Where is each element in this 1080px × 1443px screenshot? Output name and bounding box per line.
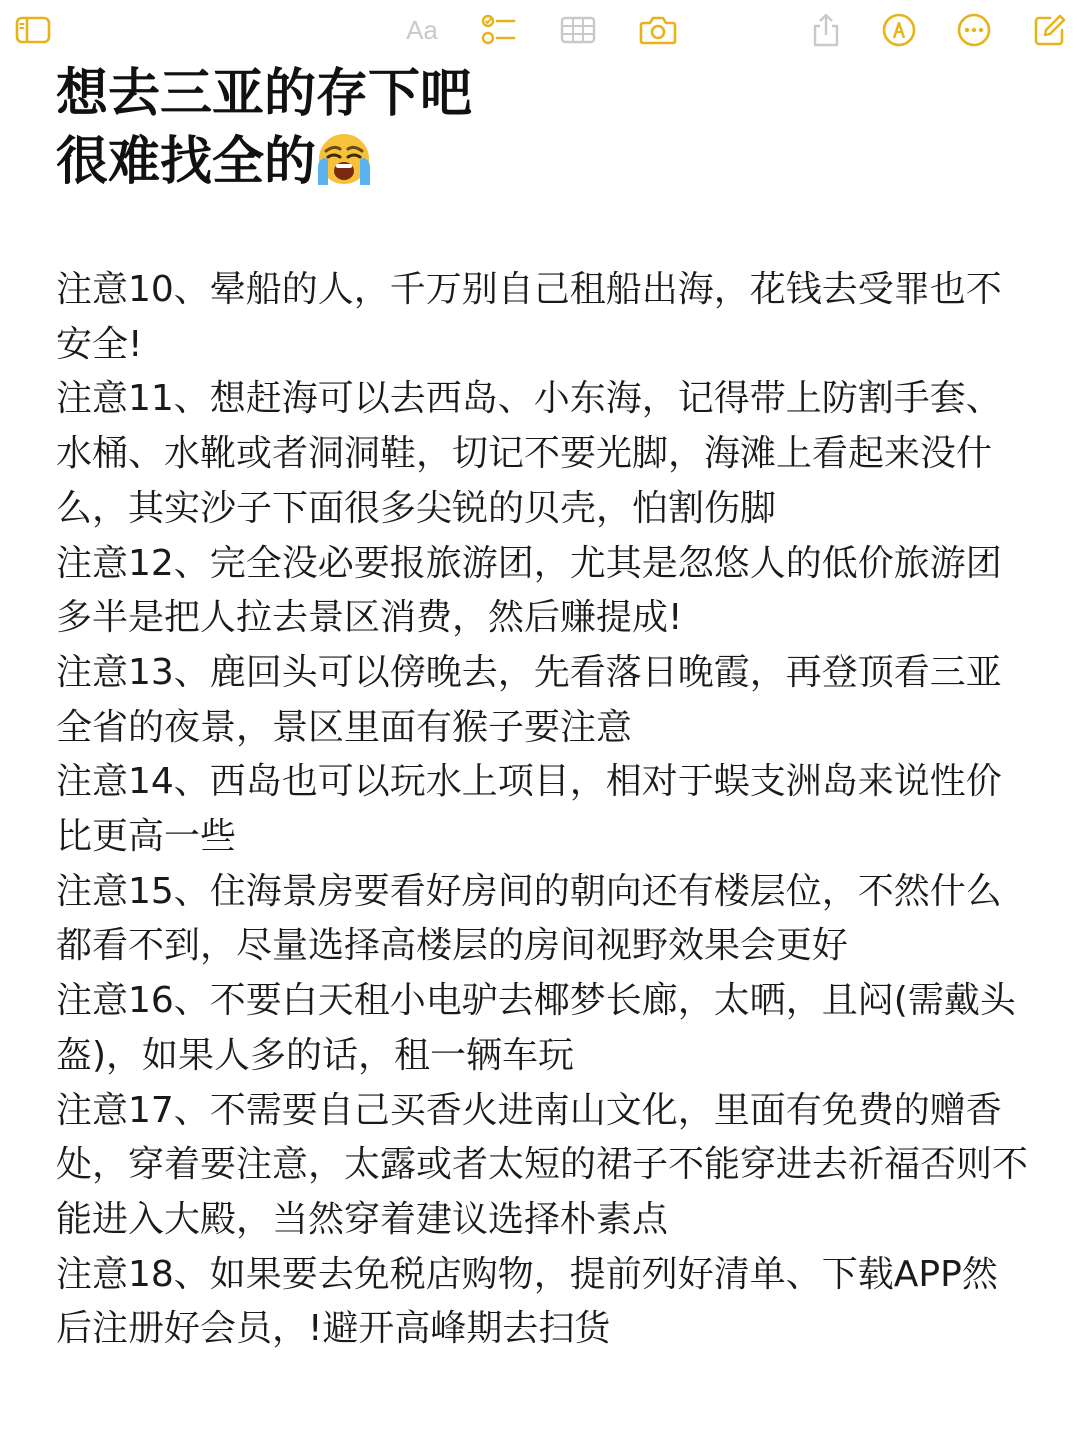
share-icon xyxy=(811,12,841,48)
note-body[interactable] xyxy=(56,263,1031,1357)
note-title-line-2 xyxy=(56,128,1036,196)
table-icon xyxy=(560,15,596,45)
note-paragraph-18: 注意18、如果要去免税店购物，提前列好清单、下载APP然后注册好会员，!避开高峰期去扫货 xyxy=(56,1253,998,1350)
note-paragraph-17: 注意17、不需要自己买香火进南山文化，里面有免费的赠香处，穿着要注意，太露或者太短的裙子不能穿进去祈福否则不能进入大殿，当然穿着建议选择朴素点 xyxy=(56,1089,1029,1240)
markup-pen-icon xyxy=(881,12,917,48)
note-title-line-1: 想去三亚的存下吧 xyxy=(56,64,473,124)
sidebar-toggle-button[interactable] xyxy=(13,10,53,50)
note-paragraph-15: 注意15、住海景房要看好房间的朝向还有楼层位，不然什么都看不到，尽量选择高楼层的房间视野效果会更好 xyxy=(56,870,1002,967)
note-title-line-2-text: 很难找全的 xyxy=(56,132,317,192)
checklist-icon xyxy=(480,13,516,47)
format-button[interactable] xyxy=(400,10,444,50)
notes-toolbar xyxy=(0,0,1080,62)
compose-button[interactable] xyxy=(1030,10,1070,50)
markup-button[interactable] xyxy=(879,10,919,50)
more-button[interactable] xyxy=(954,10,994,50)
compose-icon xyxy=(1033,13,1067,47)
share-button[interactable] xyxy=(806,10,846,50)
note-paragraph-16: 注意16、不要白天租小电驴去椰梦长廊，太晒，且闷(需戴头盔)，如果人多的话，租一辆车玩 xyxy=(56,980,1016,1076)
note-paragraph-10: 注意10、晕船的人，千万别自己租船出海，花钱去受罪也不安全! xyxy=(56,269,1002,365)
note-paragraph-14: 注意14、西岛也可以玩水上项目，相对于蜈支洲岛来说性价比更高一些 xyxy=(56,761,1002,858)
format-label: Aa xyxy=(406,14,438,45)
camera-icon xyxy=(639,14,677,46)
more-icon xyxy=(956,12,992,48)
note-paragraph-11: 注意11、想赶海可以去西岛、小东海，记得带上防割手套、水桶、水靴或者洞洞鞋，切记不要光脚，海滩上看起来没什么，其实沙子下面很多尖锐的贝壳，怕割伤脚 xyxy=(56,378,1002,529)
checklist-button[interactable] xyxy=(478,10,518,50)
table-button[interactable] xyxy=(558,10,598,50)
sidebar-icon xyxy=(15,16,51,44)
camera-button[interactable] xyxy=(638,10,678,50)
note-paragraph-12: 注意12、完全没必要报旅游团，尤其是忽悠人的低价旅游团多半是把人拉去景区消费，然后赚提成! xyxy=(56,542,1002,639)
note-title[interactable] xyxy=(56,60,1036,196)
note-paragraph-13: 注意13、鹿回头可以傍晚去，先看落日晚霞，再登顶看三亚全省的夜景，景区里面有猴子要注意 xyxy=(56,651,1002,748)
loudly-crying-face-icon xyxy=(316,131,372,187)
